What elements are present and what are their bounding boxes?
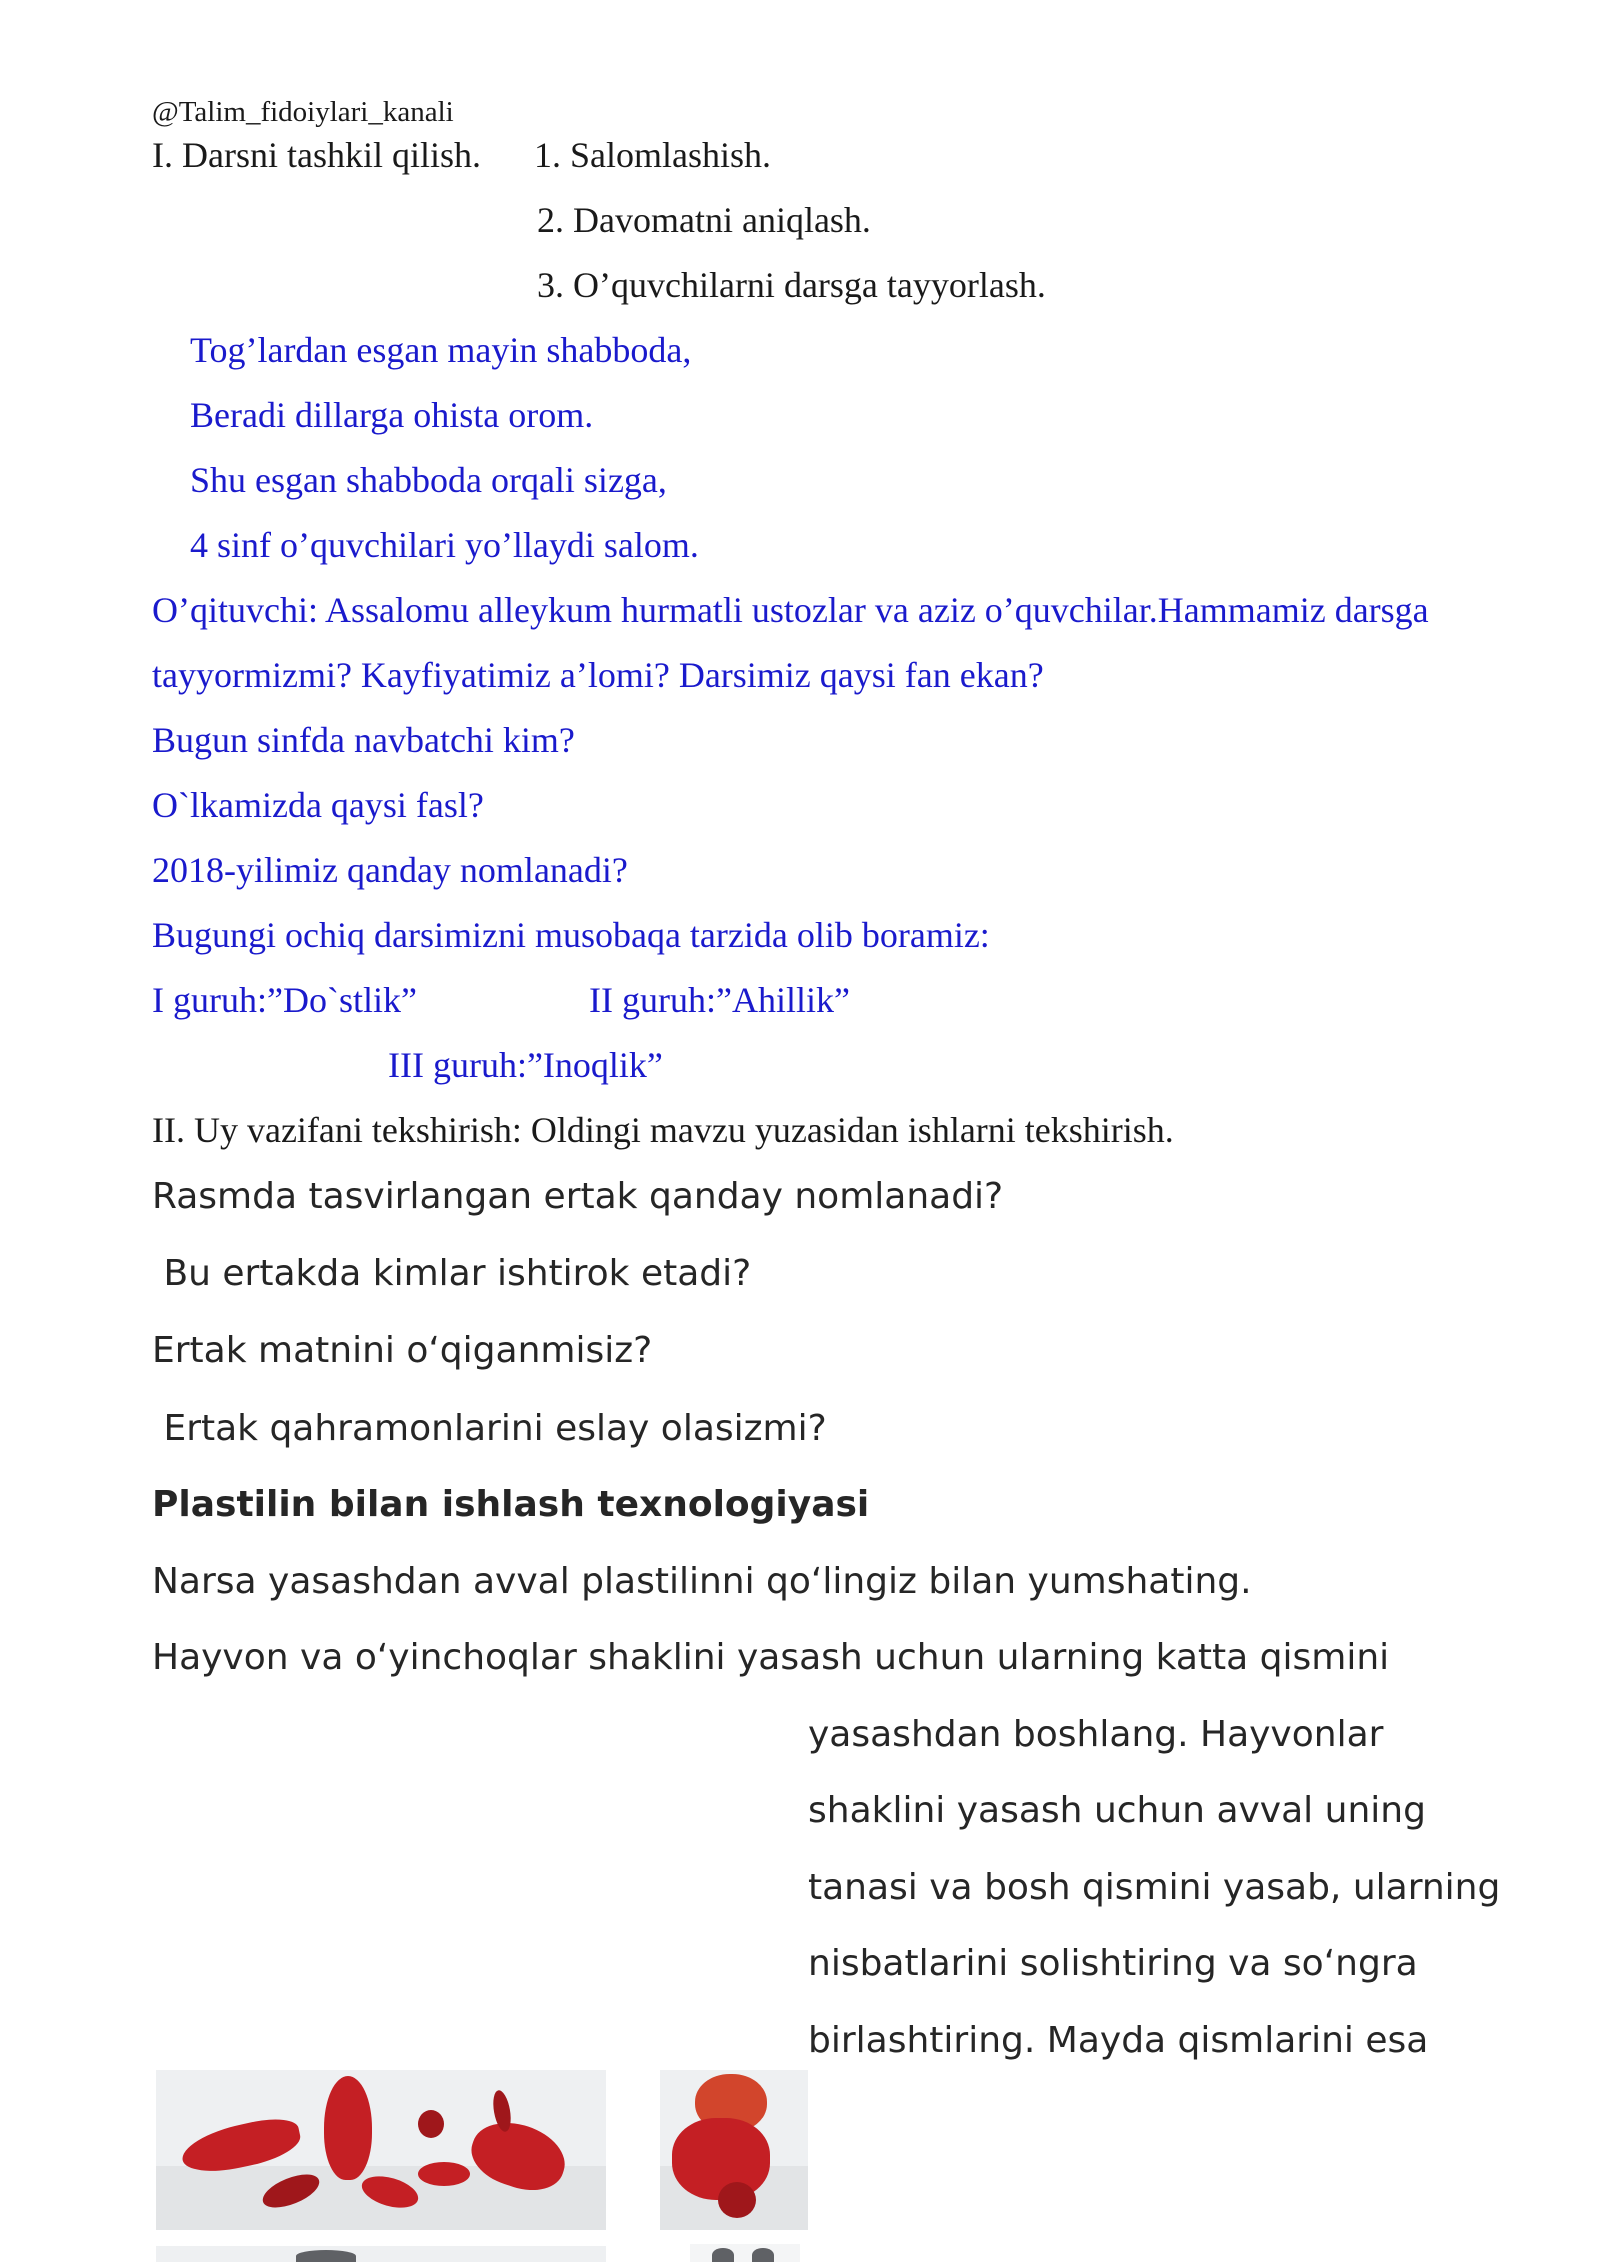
tech-heading: Plastilin bilan ishlash texnologiyasi	[152, 1484, 870, 1525]
tech-paragraph-cont: birlashtiring. Mayda qismlarini esa	[808, 2020, 1429, 2061]
step-item: 2. Davomatni aniqlash.	[537, 200, 871, 240]
group-3: III guruh:”Inoqlik”	[388, 1045, 663, 1085]
tech-paragraph-cont: tanasi va bosh qismini yasab, ularning	[808, 1867, 1501, 1908]
group-2: II guruh:”Ahillik”	[589, 980, 850, 1020]
tech-paragraph-cont: shaklini yasash uchun avval uning	[808, 1790, 1426, 1831]
poem-line: Tog’lardan esgan mayin shabboda,	[190, 330, 692, 370]
question-line: Bu ertakda kimlar ishtirok etadi?	[152, 1253, 752, 1294]
step-item: 3. O’quvchilarni darsga tayyorlash.	[537, 265, 1046, 305]
section2-title: II. Uy vazifani tekshirish: Oldingi mavzu yuzasidan ishlarni tekshirish.	[152, 1110, 1174, 1150]
question-line: Rasmda tasvirlangan ertak qanday nomlanadi?	[152, 1176, 1004, 1217]
poem-line: 4 sinf o’quvchilari yo’llaydi salom.	[190, 525, 699, 565]
group-1: I guruh:”Do`stlik”	[152, 980, 417, 1020]
plasticine-photo-partial	[156, 2246, 606, 2262]
channel-handle: @Talim_fidoiylari_kanali	[152, 96, 454, 128]
plasticine-piece	[418, 2110, 444, 2138]
tech-paragraph: Hayvon va o‘yinchoqlar shaklini yasash uchun ularning katta qismini	[152, 1637, 1390, 1678]
teacher-greeting-cont: tayyormizmi? Kayfiyatimiz a’lomi? Darsimiz qaysi fan ekan?	[152, 655, 1044, 695]
teacher-greeting: O’qituvchi: Assalomu alleykum hurmatli ustozlar va aziz o’quvchilar.Hammamiz darsga	[152, 590, 1429, 630]
plasticine-piece	[718, 2182, 756, 2218]
plasticine-figure-photo	[660, 2070, 808, 2230]
teacher-question: 2018-yilimiz qanday nomlanadi?	[152, 850, 628, 890]
plasticine-piece	[296, 2250, 356, 2262]
teacher-question: O`lkamizda qaysi fasl?	[152, 785, 484, 825]
section1-title: I. Darsni tashkil qilish.	[152, 135, 481, 175]
plasticine-photo-partial	[690, 2244, 800, 2262]
plasticine-piece	[418, 2162, 470, 2186]
teacher-question: Bugungi ochiq darsimizni musobaqa tarzida olib boramiz:	[152, 915, 990, 955]
poem-line: Shu esgan shabboda orqali sizga,	[190, 460, 667, 500]
poem-line: Beradi dillarga ohista orom.	[190, 395, 594, 435]
question-line: Ertak matnini o‘qiganmisiz?	[152, 1330, 653, 1371]
plasticine-piece	[752, 2248, 774, 2262]
plasticine-piece	[672, 2118, 770, 2200]
plasticine-piece	[324, 2076, 372, 2180]
plasticine-pieces-photo	[156, 2070, 606, 2230]
question-line: Ertak qahramonlarini eslay olasizmi?	[152, 1408, 827, 1449]
step-item: 1. Salomlashish.	[534, 135, 772, 175]
tech-paragraph-cont: nisbatlarini solishtiring va so‘ngra	[808, 1943, 1418, 1984]
tech-paragraph: Narsa yasashdan avval plastilinni qo‘lingiz bilan yumshating.	[152, 1561, 1252, 1602]
teacher-question: Bugun sinfda navbatchi kim?	[152, 720, 575, 760]
tech-paragraph-cont: yasashdan boshlang. Hayvonlar	[808, 1714, 1384, 1755]
plasticine-piece	[712, 2248, 734, 2262]
